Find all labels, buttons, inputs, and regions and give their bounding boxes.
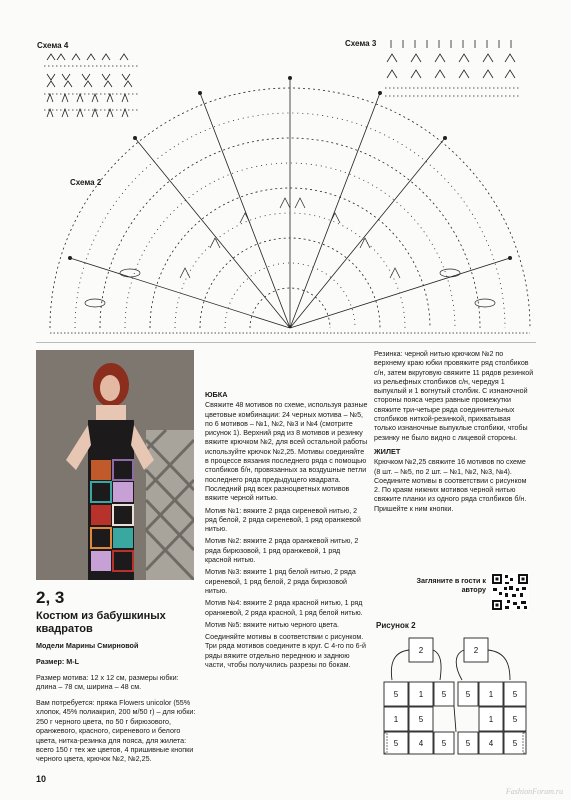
vest-text: Крючком №2,25 свяжите 16 мотивов по схеме (8 шт. – №5, по 2 шт. – №1, №2, №3, №4). Соедините мотивы в соответствии с рисунком 2. По краям нижних мотивов черной нитью свяжите планки из одного ряда столбиков б/н. Пришейте к ним кнопки. (374, 458, 527, 513)
fig2-num: 2 (418, 646, 424, 655)
fig2-num: 5 (393, 690, 399, 699)
figure-2-label: Рисунок 2 (376, 621, 416, 630)
fig2-num: 1 (488, 715, 494, 724)
article-number: 2, 3 (36, 588, 65, 607)
motif-4-text: Мотив №4: вяжите 2 ряда красной нитью, 1 ряд оранжевой, 2 ряда красной, 1 ряд белой нитью. (205, 599, 363, 617)
fig2-num: 5 (393, 739, 399, 748)
assembly-text: Соединяйте мотивы в соответствии с рисунком. Три ряда мотивов соедините в круг. С 4-го по 6-й ряды вяжите отдельно переднюю и заднюю части, чтобы получились разрезы по бокам. (205, 633, 366, 670)
fig2-num: 5 (441, 739, 447, 748)
article-size: Размер: M-L (36, 657, 80, 666)
fig2-num: 5 (441, 690, 447, 699)
fig2-num: 4 (418, 739, 424, 748)
elastic-text: Резинка: черной нитью крючком №2 по верхнему краю юбки провяжите ряд столбиков с/н, затем вкруговую свяжите 11 рядов резинкой из рельефных столбиков с/н, чередуя 1 выпуклый и 1 вогнутый столбик. С изнаночной стороны пояса через равные промежутки свяжите три-четыре ряда соединительных столбиков ниткой-резинкой, прихватывая только изнаночные выпуклые столбики, чтобы резинку не было видно с лицевой стороны. (374, 350, 534, 442)
qr-code[interactable] (491, 573, 529, 611)
fig2-num: 5 (465, 690, 471, 699)
article-motif-size: Размер мотива: 12 х 12 см, размеры юбки: длина – 78 см, ширина – 48 см. (36, 673, 179, 692)
model-photo (36, 350, 194, 580)
fig2-num: 5 (465, 739, 471, 748)
section-divider (36, 342, 536, 343)
skirt-text: Свяжите 48 мотивов по схеме, используя разные цветовые комбинации: 24 черных мотива – №5, по 6 мотивов – №1, №2, №3 и №4 (смотрите рисунок 1). Верхний ряд из 8 мотивов и резинку вяжите крючком №2, для всей остальной работы используйте крючок №2,25. Мотивы соединяйте в процессе вязания последнего ряда с помощью столбиков б/н, провязанных за воздушные петли последнего ряда предыдущего квадрата. Последний ряд всех разноцветных мотивов вяжите черной нитью. (205, 401, 368, 503)
vest-heading: ЖИЛЕТ (374, 446, 401, 456)
watermark: FashionForum.ru (505, 787, 563, 796)
article-author: Модели Марины Смирновой (36, 641, 139, 650)
schema-2-label: Схема 2 (70, 178, 102, 187)
schema-3-label: Схема 3 (345, 39, 377, 48)
fig2-num: 5 (512, 715, 518, 724)
visit-author-text: Загляните в гости к автору (416, 576, 486, 595)
skirt-heading: ЮБКА (205, 390, 228, 399)
fig2-num: 5 (512, 690, 518, 699)
fig2-num: 1 (393, 715, 399, 724)
fig2-num: 2 (473, 646, 479, 655)
schema-2-diagram (40, 58, 540, 338)
motif-2-text: Мотив №2: вяжите 2 ряда оранжевой нитью, 2 ряда бирюзовой, 1 ряд оранжевой, 1 ряд красной нитью. (205, 537, 359, 565)
motif-5-text: Мотив №5: вяжите нитью черного цвета. (205, 620, 340, 629)
figure-2-diagram (382, 636, 528, 756)
schema-4-label: Схема 4 (37, 41, 69, 50)
fig2-num: 5 (512, 739, 518, 748)
page-number: 10 (36, 774, 47, 784)
fig2-num: 5 (418, 715, 424, 724)
motif-1-text: Мотив №1: вяжите 2 ряда сиреневой нитью, 2 ряд белой, 2 ряда сиреневой, 1 ряд оранжевой нитью. (205, 506, 361, 534)
fig2-num: 4 (488, 739, 494, 748)
column-vest (374, 350, 534, 514)
fig2-num: 1 (418, 690, 424, 699)
motif-3-text: Мотив №3: вяжите 1 ряд белой нитью, 2 ряда сиреневой, 1 ряд белой, 2 ряда бирюзовой нитью. (205, 568, 356, 595)
article-title: Костюм из бабушкиных квадратов (36, 610, 166, 635)
fig2-num: 1 (488, 690, 494, 699)
column-skirt (205, 388, 368, 670)
article-materials: Вам потребуется: пряжа Flowers unicolor (55% хлопок, 45% полиакрил, 200 м/50 г) – для юбки: 250 г черного цвета, по 50 г бирюзового, оранжевого, красного, сиреневого и белого цвета, нитка-резинка для пояса, для жилета: всего 150 г тех же цветов, 4 пришивные кнопки черного цвета, крючок №2, №2,25. (36, 698, 196, 764)
